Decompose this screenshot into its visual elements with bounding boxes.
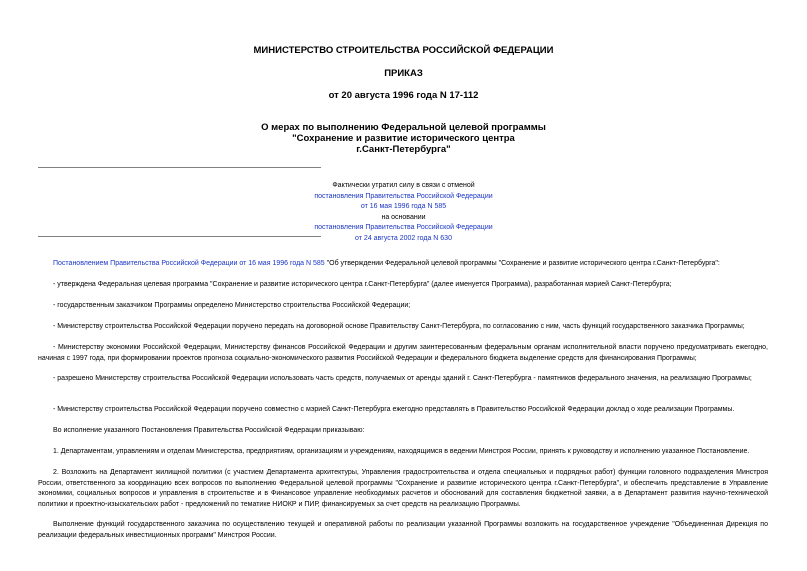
divider-bottom <box>38 236 321 237</box>
status-link-date-2002[interactable]: от 24 августа 2002 года N 630 <box>355 234 452 242</box>
document-title <box>0 122 807 155</box>
issuing-ministry: МИНИСТЕРСТВО СТРОИТЕЛЬСТВА РОССИЙСКОЙ ФЕДЕРАЦИИ <box>253 45 554 56</box>
status-line: от 16 мая 1996 года N 585 на основании <box>0 202 807 223</box>
document-title-line: О мерах по выполнению Федеральной целевой программы <box>261 122 546 133</box>
paragraph-item-2: 2. Возложить на Департамент жилищной политики (с участием Департамента архитектуры, Управления градостроительства и отдела специальных и подрядных работ) функции головного подразделения Минстроя России, ответственного за координацию всех вопросов по выполнению Федеральной целевой программы "Сохранение и развитие исторического центра г.Санкт-Петербурга", и обеспечить представление в Управление экономики, социальных вопросов и управления в строительстве и в Финансовое управление необходимых расчетов и обоснований для составления бюджетной заявки, а в Департамент развития научно-технической политики и проектно-изыскательских работ - предложений по тематике НИОКР и ПИР, финансируемых за счет средств на реализацию Программы. <box>38 469 768 508</box>
paragraph: - утверждена Федеральная целевая программа "Сохранение и развитие исторического центра г.Санкт-Петербурга" (далее именуется Программа), разработанная мэрией Санкт-Петербурга; <box>53 281 672 288</box>
document-title-line: "Сохранение и развитие исторического центра <box>292 133 515 144</box>
paragraph: Во исполнение указанного Постановления Правительства Российской Федерации приказываю: <box>53 427 365 434</box>
document-type: ПРИКАЗ <box>384 68 423 79</box>
document-date-number: от 20 августа 1996 года N 17-112 <box>328 90 479 101</box>
paragraph-item-1: 1. Департаментам, управлениям и отделам Министерства, предприятиям, организациям и учреждениям, находящимся в ведении Минстроя России, принять к руководству и исполнению указанное Постановление. <box>53 448 750 455</box>
paragraph: - разрешено Министерству строительства Российской Федерации использовать часть средств, получаемых от аренды зданий г. Санкт-Петербурга - памятников федерального значения, на реализацию Программы; <box>53 375 752 382</box>
paragraph: - Министерству экономики Российской Федерации, Министерству финансов Российской Федерации и другим заинтересованным федеральным органам исполнительной власти поручено предусматривать ежегодно, начиная с 1997 года, при формировании проектов прогноза социально-экономического развития Российской Федерации и федерального бюджета выделение средств для финансирования Программы; <box>38 344 768 362</box>
document-title-line: г.Санкт-Петербурга" <box>356 144 451 155</box>
link-resolution-585[interactable]: Постановлением Правительства Российской Федерации от 16 мая 1996 года N 585 <box>53 260 325 267</box>
paragraph: Выполнение функций государственного заказчика по осуществлению текущей и оперативной работы по реализации указанной Программы возложить на государственное учреждение "Объединенная Дирекция по реализации федеральных инвестиционных программ" Минстроя России. <box>38 521 768 539</box>
paragraph: - Министерству строительства Российской Федерации поручено совместно с мэрией Санкт-Петербурга ежегодно представлять в Правительство Российской Федерации доклад о ходе реализации Программы. <box>53 406 735 413</box>
status-link-date-1996[interactable]: от 16 мая 1996 года N 585 <box>360 203 447 211</box>
status-link-resolution-2002[interactable]: постановления Правительства Российской Федерации <box>314 224 493 232</box>
status-link-resolution-1996[interactable]: постановления Правительства Российской Федерации <box>314 192 493 200</box>
paragraph-preamble: Постановлением Правительства Российской Федерации от 16 мая 1996 года N 585 "Об утверждении Федеральной целевой программы "Сохранение и развитие исторического центра г.Санкт-Петербурга": <box>53 260 720 267</box>
status-line: Фактически утратил силу в связи с отменой <box>332 182 475 189</box>
paragraph: - Министерству строительства Российской Федерации поручено передать на договорной основе Правительству Санкт-Петербурга, по согласованию с ним, часть функций государственного заказчика Программы; <box>53 323 745 330</box>
paragraph: - государственным заказчиком Программы определено Министерство строительства Российской Федерации; <box>53 302 411 309</box>
divider-top <box>38 167 321 168</box>
